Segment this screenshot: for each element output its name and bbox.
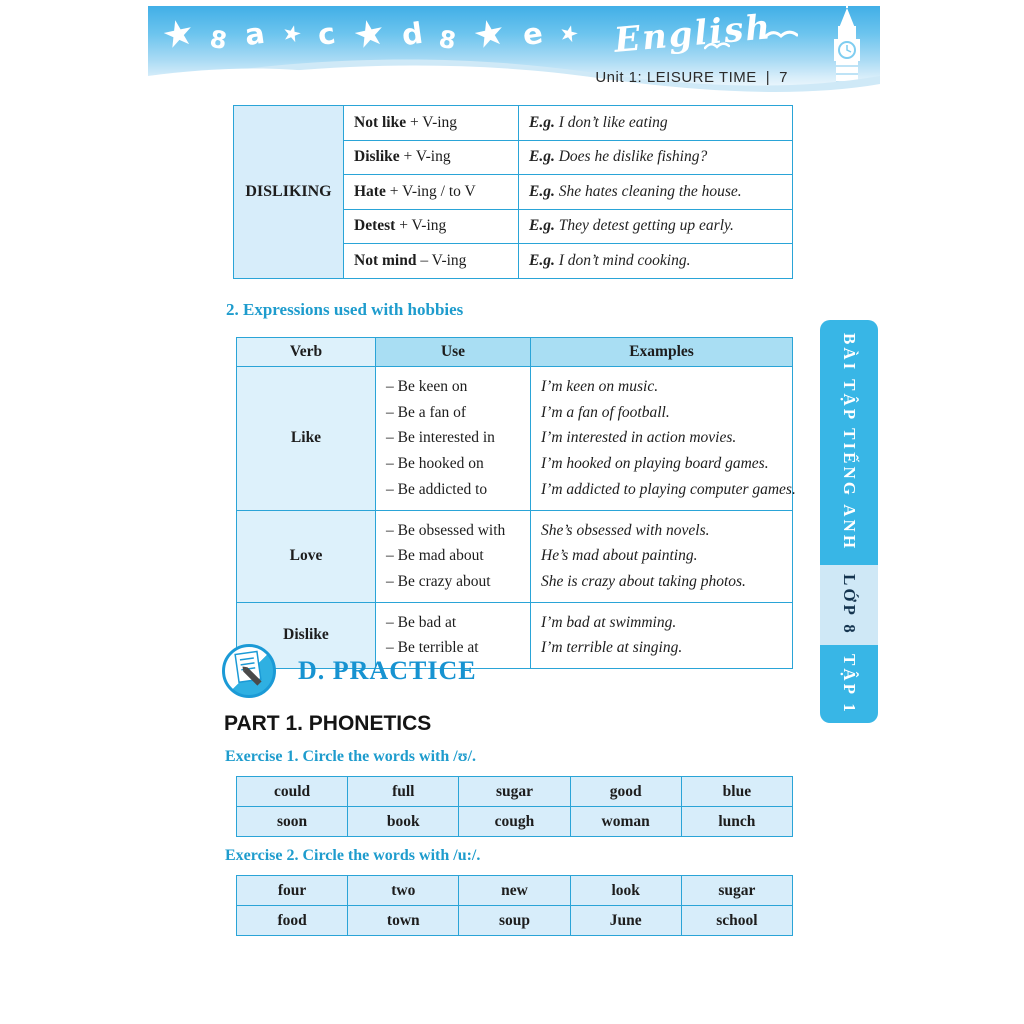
example-text: Does he dislike fishing? [554, 148, 708, 166]
decor-letter: 8 [436, 24, 458, 56]
example-item: I’m keen on music. [541, 378, 659, 395]
exercise2-heading: Exercise 2. Circle the words with /u:/. [225, 847, 481, 864]
example-cell [519, 140, 793, 175]
eg-label: E.g. [529, 251, 555, 269]
use-cell [344, 244, 519, 279]
word-cell: four [237, 876, 348, 906]
decor-letter: e [520, 15, 545, 52]
star-icon: ★ [158, 11, 199, 57]
example-item: I’m a fan of football. [541, 403, 670, 421]
tab-grade [820, 565, 878, 645]
verb-cell: Like [237, 367, 376, 511]
word-cell: lunch [681, 807, 792, 837]
word-cell: woman [570, 807, 681, 837]
example-text: I don’t like eating [554, 113, 668, 131]
word-cell: two [348, 876, 459, 906]
use-cell [376, 510, 531, 602]
use-cell [344, 106, 519, 141]
part-title: PART 1. PHONETICS [224, 712, 432, 735]
word-cell: could [237, 777, 348, 807]
example-cell [519, 106, 793, 141]
word-cell: town [348, 906, 459, 936]
use-verb: Detest [354, 217, 396, 235]
use-item: – Be bad at [386, 613, 457, 631]
example-text: She hates cleaning the house. [554, 182, 742, 200]
example-cell [519, 244, 793, 279]
example-item: I’m terrible at singing. [541, 639, 683, 657]
example-item: I’m bad at swimming. [541, 613, 677, 631]
use-cell [344, 140, 519, 175]
use-item: – Be terrible at [386, 639, 479, 657]
word-cell: new [459, 876, 570, 906]
word-cell: blue [681, 777, 792, 807]
use-pattern: + V-ing [399, 148, 451, 166]
use-item: – Be obsessed with [386, 521, 506, 539]
pencil-paper-icon [222, 644, 276, 698]
use-pattern: + V-ing [406, 113, 458, 131]
use-verb: Not mind [354, 251, 417, 269]
examples-cell [531, 510, 793, 602]
example-cell [519, 209, 793, 244]
use-item: – Be mad about [386, 547, 484, 565]
examples-cell [531, 602, 793, 668]
unit-header [595, 69, 788, 86]
use-item: – Be keen on [386, 378, 468, 395]
example-item: She’s obsessed with novels. [541, 521, 710, 539]
table-header-row [237, 338, 793, 367]
practice-title: D. PRACTICE [298, 656, 477, 685]
use-verb: Not like [354, 113, 407, 131]
book-edge-tab [820, 320, 878, 723]
example-item: He’s mad about painting. [541, 547, 698, 565]
exercise1-table [236, 776, 793, 837]
category-cell: DISLIKING [234, 106, 344, 279]
word-cell: cough [459, 807, 570, 837]
table-row [237, 367, 793, 511]
example-cell [519, 175, 793, 210]
table-row [237, 906, 793, 936]
use-pattern: + V-ing [395, 217, 447, 235]
exercise2-table [236, 875, 793, 936]
practice-section-header [222, 644, 477, 698]
tab-label: TẬP 1 [840, 653, 859, 715]
decor-letter: 8 [207, 24, 230, 56]
example-text: They detest getting up early. [554, 217, 734, 235]
decor-letter: a [242, 15, 267, 52]
use-item: – Be crazy about [386, 572, 491, 590]
decor-letter: c [315, 15, 338, 52]
eg-label: E.g. [529, 148, 555, 166]
eg-label: E.g. [529, 182, 555, 200]
word-cell: look [570, 876, 681, 906]
use-cell [344, 209, 519, 244]
header-band [148, 6, 880, 98]
use-item: – Be a fan of [386, 403, 467, 421]
use-pattern: + V-ing / to V [385, 182, 476, 200]
table-row [237, 876, 793, 906]
word-cell: sugar [459, 777, 570, 807]
example-text: I don’t mind cooking. [554, 251, 691, 269]
expressions-table [236, 337, 796, 669]
eg-label: E.g. [529, 217, 555, 235]
word-cell: full [348, 777, 459, 807]
star-icon: ★ [469, 11, 510, 57]
brand-script: English [612, 7, 774, 61]
page-number: 7 [779, 69, 788, 86]
example-item: I’m interested in action movies. [541, 429, 737, 447]
word-cell: book [348, 807, 459, 837]
eg-label: E.g. [529, 113, 555, 131]
column-header-verb: Verb [237, 338, 376, 367]
tab-series-title [820, 320, 878, 565]
tab-label: BÀI TẬP TIẾNG ANH [840, 333, 859, 552]
table-row [234, 106, 793, 141]
use-item: – Be hooked on [386, 455, 484, 473]
use-verb: Hate [354, 182, 386, 200]
use-cell [376, 367, 531, 511]
word-cell: school [681, 906, 792, 936]
verb-cell: Love [237, 510, 376, 602]
word-cell: sugar [681, 876, 792, 906]
disliking-table [233, 105, 793, 279]
word-cell: good [570, 777, 681, 807]
word-cell: food [237, 906, 348, 936]
exercise1-heading: Exercise 1. Circle the words with /ʊ/. [225, 748, 477, 765]
star-icon: ★ [348, 11, 389, 57]
column-header-use: Use [376, 338, 531, 367]
use-verb: Dislike [354, 148, 400, 166]
word-cell: soup [459, 906, 570, 936]
table-row [237, 807, 793, 837]
column-header-examples: Examples [531, 338, 793, 367]
example-item: I’m addicted to playing computer games. [541, 480, 796, 498]
section-heading: 2. Expressions used with hobbies [226, 300, 464, 319]
use-item: – Be addicted to [386, 480, 488, 498]
example-item: She is crazy about taking photos. [541, 572, 746, 590]
use-pattern: – V-ing [416, 251, 467, 269]
star-icon: ★ [556, 18, 582, 49]
tab-label: LỚP 8 [840, 574, 859, 636]
examples-cell [531, 367, 796, 511]
word-cell: June [570, 906, 681, 936]
book-page [148, 0, 880, 1024]
bird-icon [764, 28, 798, 40]
word-cell: soon [237, 807, 348, 837]
tab-volume [820, 645, 878, 723]
unit-label: Unit 1: LEISURE TIME [595, 69, 757, 86]
decor-letter: d [399, 15, 425, 52]
star-icon: ★ [278, 18, 305, 49]
table-row [237, 510, 793, 602]
verb-cell: Dislike [237, 602, 376, 668]
table-row [237, 777, 793, 807]
separator: | [765, 69, 771, 86]
use-item: – Be interested in [386, 429, 495, 447]
example-item: I’m hooked on playing board games. [541, 455, 769, 473]
use-cell [344, 175, 519, 210]
